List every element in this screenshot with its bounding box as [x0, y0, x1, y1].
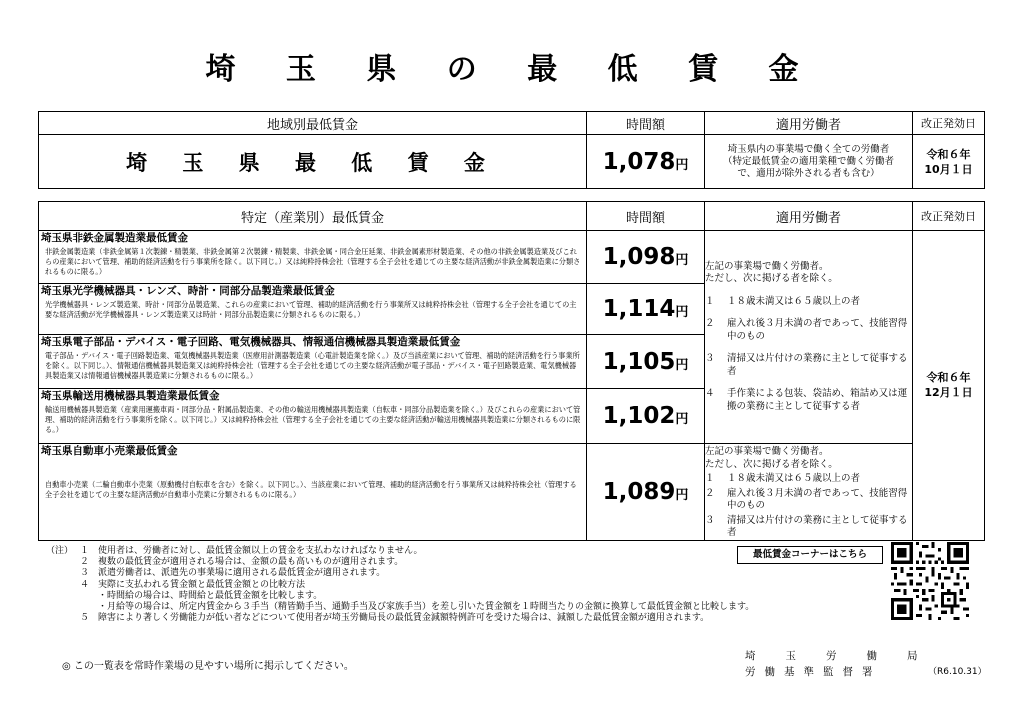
workers-intro: 左記の事業場で働く労働者。: [705, 260, 829, 272]
yen-unit: 円: [675, 357, 689, 373]
workers-intro: 左記の事業場で働く労働者。: [705, 446, 829, 457]
industry-wage-header: 時間額: [587, 202, 705, 231]
industry-date-header: 改正発効日: [913, 202, 985, 231]
industry-row-electronics: [39, 335, 587, 389]
industry-description: 電子部品・デバイス・電子回路製造業、電気機械器具製造業（医療用計測器製造業（心電計製造業を除く。）及び当該産業において管理、補助的経済活動を行う事業所を除く。以下同じ。）、情報通信機械器具製造業又は純粋持株会社（管理する全子会社を通じての主要な経済活動が電子部品・デバイス・電子回路製造業、電気機械器具製造業又は情報通信機械器具製造業に分類されるものに限る。）: [45, 351, 580, 380]
note-subitem: ・月給等の場合は、所定内賃金から３手当（精皆勤手当、通勤手当及び家族手当）を差し引いた賃金額を１時間当たりの金額に換算して最低賃金額と比較します。: [98, 602, 755, 613]
regional-date-header: 改正発効日: [913, 112, 985, 135]
industry-wage-value: 1,114: [602, 296, 676, 322]
workers-intro: ただし、次に掲げる者を除く。: [705, 458, 838, 470]
industry-wage-cell: [587, 231, 705, 284]
yen-unit: 円: [675, 487, 689, 503]
exclusion-item: ３ 清掃又は片付けの業務に主として従事する者: [705, 514, 908, 538]
regional-workers-line: （特定最低賃金の適用業種で働く労働者: [722, 155, 894, 167]
industry-wage-cell: [587, 444, 705, 541]
yen-unit: 円: [675, 157, 689, 173]
exclusion-item: １ １８歳未満又は６５歳以上の者: [705, 295, 861, 307]
yen-unit: 円: [675, 412, 689, 427]
exclusion-item: ４ 手作業による包装、袋詰め、箱詰め又は運搬の業務に主として従事する者: [705, 388, 908, 412]
regional-wage-table: [38, 111, 985, 189]
regional-wage-value: 1,078: [602, 148, 676, 175]
regional-workers-line: 埼玉県内の事業場で働く全ての労働者: [727, 143, 890, 155]
industry-wage-cell: [587, 389, 705, 444]
industry-row-transport: [39, 389, 587, 444]
exclusion-item: １ １８歳未満又は６５歳以上の者: [705, 473, 861, 484]
industry-description: 輸送用機械器具製造業（産業用運搬車両・同部分品・附属品製造業、その他の輸送用機械器具製造業（自転車・同部分品製造業を除く。）及びこれらの産業において管理、補助的経済活動を行う事業所を除く。以下同じ。）又は純粋持株会社（管理する全子会社を通じての主要な経済活動が輸送用機械器具製造業に分類されるものに限る。）: [45, 405, 581, 434]
industry-wage-table: [38, 201, 985, 541]
yen-unit: 円: [675, 305, 689, 320]
industry-description: 非鉄金属製造業（非鉄金属第１次製錬・精製業、非鉄金属第２次製錬・精製業、非鉄金属・同合金圧延業、非鉄金属素形材製造業、その他の非鉄金属製造業及びこれらの産業において管理、補助的経済活動を行う事業所を除く。以下同じ。）又は純粋持株会社（管理する全子会社を通じての主要な経済活動が非鉄金属製造業に分類されるものに限る。）: [45, 247, 581, 276]
regional-wage-name: 埼 玉 県 最 低 賃 金: [39, 135, 587, 189]
industry-name: 埼玉県輸送用機械器具製造業最低賃金: [41, 390, 220, 402]
industry-row-auto-retail: [39, 444, 587, 541]
note-number: ５: [80, 613, 90, 624]
labour-bureau-name: 埼玉労働局: [745, 650, 948, 662]
industry-workers-a: [705, 231, 913, 444]
workers-intro: ただし、次に掲げる者を除く。: [705, 273, 838, 285]
notes-label: （注）: [46, 546, 74, 556]
industry-wage-cell: [587, 335, 705, 389]
exclusion-item: ２ 雇入れ後３月未満の者であって、技能習得中のもの: [705, 487, 908, 511]
note-item: [46, 613, 886, 624]
note-text: 複数の最低賃金が適用される場合は、金額の最も高いものが適用されます。: [98, 557, 404, 568]
industry-wage-value: 1,098: [602, 244, 676, 270]
page-title: 埼 玉 県 の 最 低 賃 金: [205, 52, 819, 87]
note-number: ４: [80, 579, 90, 590]
note-text: 使用者は、労働者に対し、最低賃金額以上の賃金を支払わなければなりません。: [98, 546, 423, 556]
industry-workers-header: 適用労働者: [705, 202, 913, 231]
industry-name: 埼玉県自動車小売業最低賃金: [41, 445, 178, 457]
note-text: 派遣労働者は、派遣先の事業場に適用される最低賃金が適用されます。: [98, 568, 386, 579]
industry-wage-value: 1,102: [602, 403, 676, 429]
qr-code-icon[interactable]: [891, 542, 969, 620]
industry-row-optical: [39, 284, 587, 335]
regional-workers-header: 適用労働者: [705, 112, 913, 135]
date-line: 令和６年: [926, 371, 971, 385]
posting-notice: ◎ この一覧表を常時作業場の見やすい場所に掲示してください。: [62, 661, 354, 672]
note-text: 実際に支払われる賃金額と最低賃金額との比較方法: [98, 579, 306, 590]
note-item: [46, 580, 886, 591]
industry-wage-cell: [587, 284, 705, 335]
note-number: ２: [80, 557, 90, 568]
regional-effective-date: [913, 135, 985, 189]
note-item: [46, 568, 886, 579]
industry-name: 埼玉県電子部品・デバイス・電子回路、電気機械器具、情報通信機械器具製造業最低賃金: [41, 336, 461, 348]
regional-workers-line: で、適用が除外される者も含む）: [737, 167, 880, 179]
note-subitem: ・時間給の場合は、時間給と最低賃金額を比較します。: [98, 590, 323, 601]
revision-date: （R6.10.31）: [928, 667, 987, 677]
minimum-wage-corner-link[interactable]: 最低賃金コーナーはこちら: [737, 546, 883, 564]
industry-name: 埼玉県非鉄金属製造業最低賃金: [41, 232, 188, 244]
exclusion-item: ２ 雇入れ後３月未満の者であって、技能習得中のもの: [705, 318, 908, 342]
note-text: 障害により著しく労働能力が低い者などについて使用者が埼玉労働局長の最低賃金減額特例許可を受けた場合は、減額した最低賃金額が適用されます。: [98, 613, 710, 624]
note-number: １: [80, 546, 90, 556]
date-line: 10月１日: [924, 162, 973, 176]
industry-description: 自動車小売業（二輪自動車小売業（原動機付自転車を含む）を除く。以下同じ。）、当該産業において管理、補助的経済活動を行う事業所又は純粋持株会社（管理する全子会社を通じての主要な経済活動が自動車小売業に分類されるものに限る。）: [45, 480, 577, 499]
industry-name: 埼玉県光学機械器具・レンズ、時計・同部分品製造業最低賃金: [41, 285, 335, 297]
industry-wage-value: 1,105: [602, 348, 676, 375]
labour-standards-office: 労働基準監督署: [745, 666, 882, 678]
industry-workers-b: [705, 444, 913, 541]
regional-wage-cell: [587, 135, 705, 189]
date-line: 12月１日: [924, 386, 973, 400]
industry-name-header: 特定（産業別）最低賃金: [39, 202, 587, 231]
industry-row-nonferrous: [39, 231, 587, 284]
industry-wage-value: 1,089: [602, 478, 676, 505]
exclusion-item: ３ 清掃又は片付けの業務に主として従事する者: [705, 353, 908, 377]
note-number: ３: [80, 568, 90, 579]
regional-wage-header: 時間額: [587, 112, 705, 135]
regional-name-header: 地域別最低賃金: [39, 112, 587, 135]
yen-unit: 円: [675, 253, 689, 268]
regional-workers: [705, 135, 913, 189]
industry-effective-date: [913, 231, 985, 541]
industry-description: 光学機械器具・レンズ製造業、時計・同部分品製造業、これらの産業において管理、補助的経済活動を行う事業所又は純粋持株会社（管理する全子会社を通じての主要な経済活動が光学機械器具・レンズ製造業又は時計・同部分品製造業に分類されるものに限る。）: [45, 300, 577, 319]
date-line: 令和６年: [926, 147, 971, 161]
